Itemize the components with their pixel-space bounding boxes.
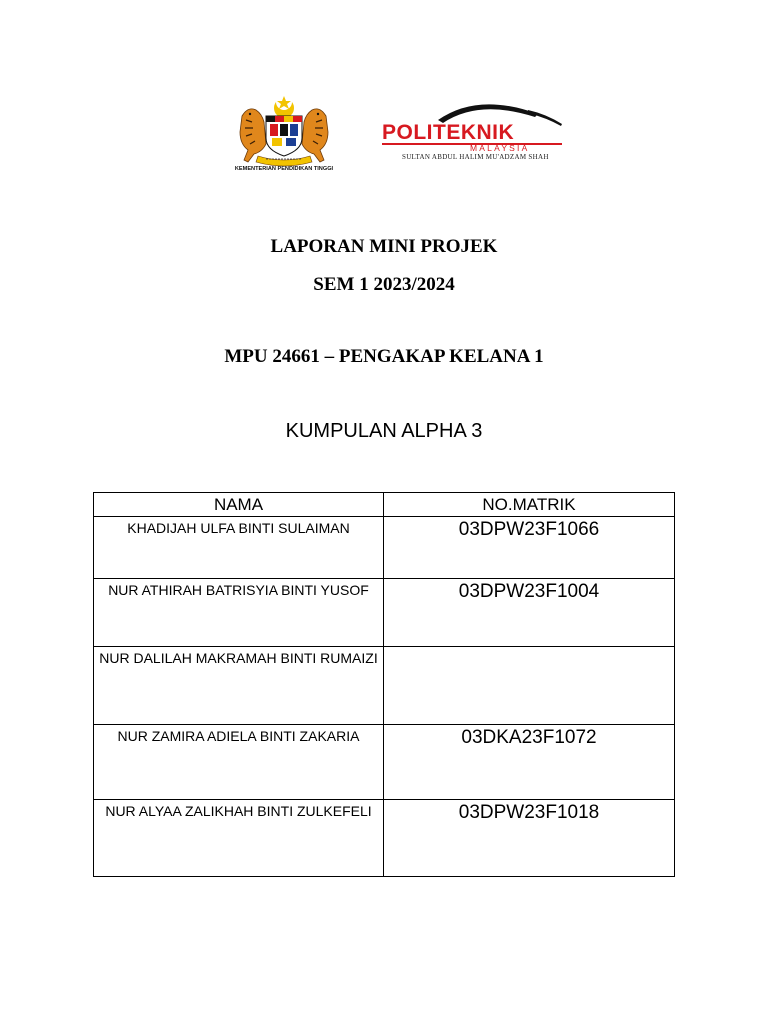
ministry-caption: KEMENTERIAN PENDIDIKAN TINGGI: [234, 166, 334, 172]
member-matric: 03DPW23F1004: [384, 579, 675, 647]
name-column-header: NAMA: [94, 493, 384, 517]
politeknik-campus: SULTAN ABDUL HALIM MU'ADZAM SHAH: [402, 153, 549, 161]
table-header-row: [94, 493, 675, 517]
table-row: [94, 579, 675, 647]
politeknik-country: MALAYSIA: [470, 143, 530, 153]
member-matric: 03DPW23F1066: [384, 517, 675, 579]
report-title: LAPORAN MINI PROJEK: [270, 236, 498, 257]
member-name: NUR ZAMIRA ADIELA BINTI ZAKARIA: [94, 725, 384, 800]
member-matric: [384, 647, 675, 725]
member-matric: 03DPW23F1018: [384, 800, 675, 877]
semester-label: SEM 1 2023/2024: [313, 274, 455, 295]
group-name: KUMPULAN ALPHA 3: [285, 420, 483, 442]
member-name: KHADIJAH ULFA BINTI SULAIMAN: [94, 517, 384, 579]
matric-column-header: NO.MATRIK: [384, 493, 675, 517]
member-name: NUR ALYAA ZALIKHAH BINTI ZULKEFELI: [94, 800, 384, 877]
member-name: NUR DALILAH MAKRAMAH BINTI RUMAIZI: [94, 647, 384, 725]
members-table: [93, 492, 675, 877]
member-name: NUR ATHIRAH BATRISYIA BINTI YUSOF: [94, 579, 384, 647]
table-row: [94, 725, 675, 800]
table-row: [94, 517, 675, 579]
member-matric: 03DKA23F1072: [384, 725, 675, 800]
course-title: MPU 24661 – PENGAKAP KELANA 1: [224, 346, 544, 367]
table-row: [94, 647, 675, 725]
politeknik-wordmark: POLITEKNIK: [382, 121, 515, 144]
table-row: [94, 800, 675, 877]
